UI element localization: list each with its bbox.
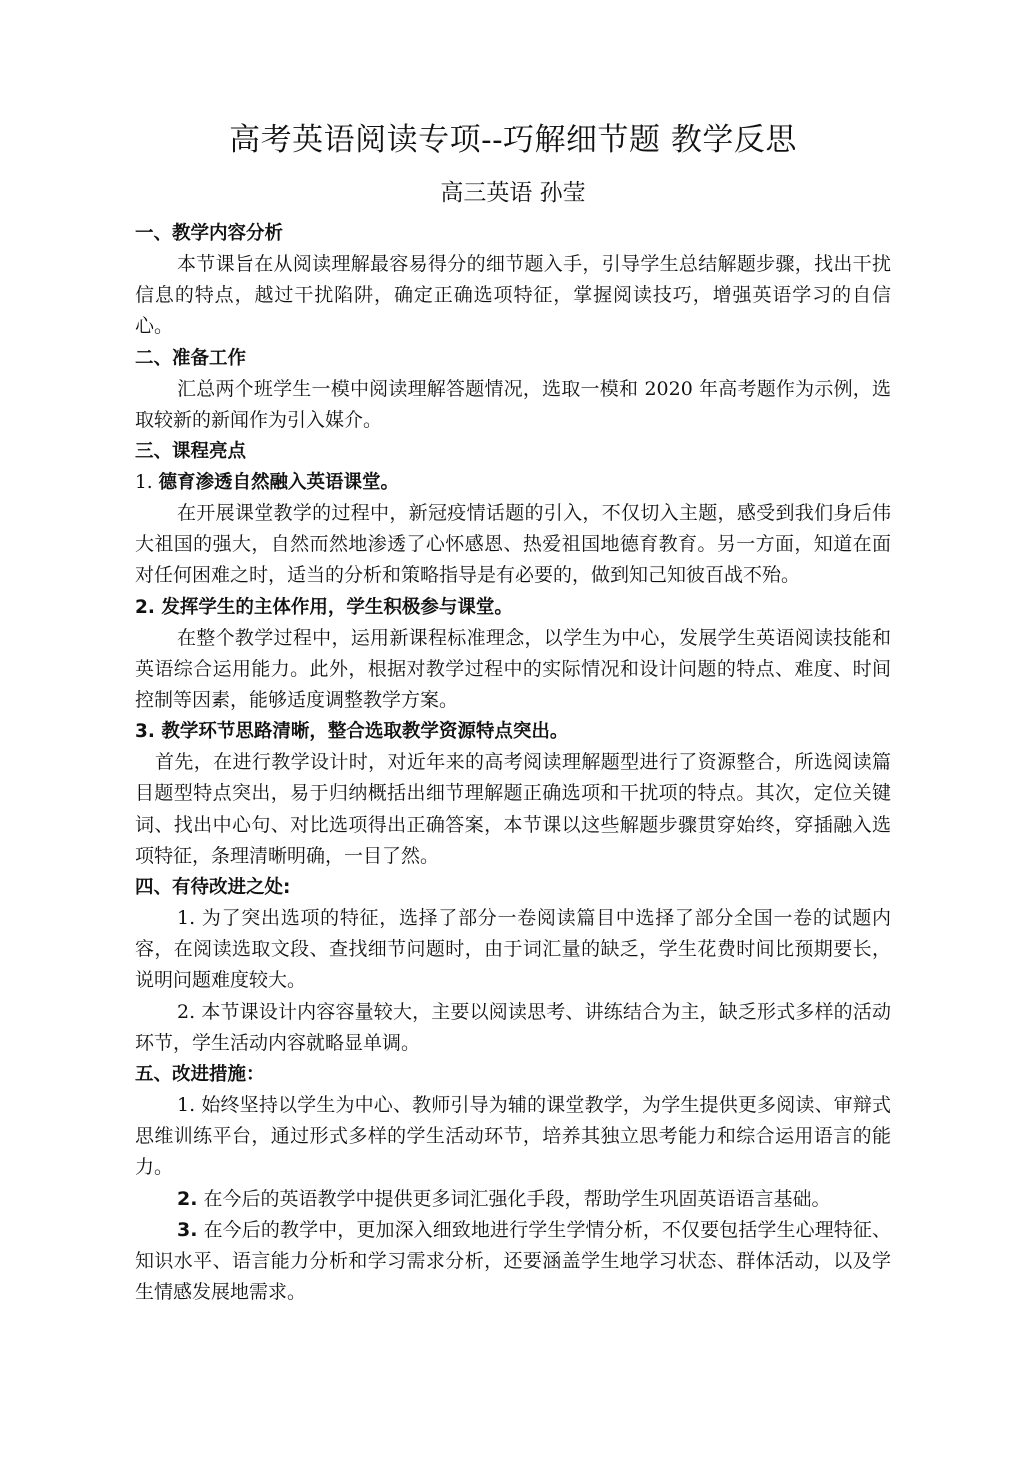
highlight-2-number: 2. [135, 596, 162, 618]
improvement-item-2: 2. 本节课设计内容容量较大，主要以阅读思考、讲练结合为主，缺乏形式多样的活动环节，学生活动内容就略显单调。 [135, 1000, 891, 1054]
highlight-3-paragraph: 首先，在进行教学设计时，对近年来的高考阅读理解题型进行了资源整合，所选阅读篇目题型特点突出，易于归纳概括出细节理解题正确选项和干扰项的特点。其次，定位关键词、找出中心句、对比选项得出正确答案，本节课以这些解题步骤贯穿始终，穿插融入选项特征，条理清晰明确，一目了然。 [135, 751, 891, 867]
measure-item-3-number: 3. [177, 1218, 198, 1241]
measure-item-1: 1. 始终坚持以学生为中心、教师引导为辅的课堂教学，为学生提供更多阅读、审辩式思维训练平台，通过形式多样的学生活动环节，培养其独立思考能力和综合运用语言的能力。 [135, 1094, 891, 1179]
measure-item-2 [135, 1184, 891, 1215]
highlight-1-title: 德育渗透自然融入英语课堂。 [158, 472, 400, 494]
document-page [135, 118, 891, 1308]
section-heading-5: 五、改进措施： [135, 1064, 265, 1086]
highlight-2-title-line [135, 592, 891, 623]
section-heading-4: 四、有待改进之处: [135, 877, 291, 899]
measure-item-2-text: 在今后的英语教学中提供更多词汇强化手段，帮助学生巩固英语语言基础。 [197, 1187, 831, 1210]
highlight-1-number: 1. [135, 472, 159, 494]
measure-item-3 [135, 1215, 891, 1309]
measure-item-2-number: 2. [177, 1187, 198, 1210]
highlight-3-title: 教学环节思路清晰，整合选取教学资源特点突出。 [161, 721, 569, 743]
document-title: 高考英语阅读专项--巧解细节题 教学反思 [229, 122, 797, 158]
improvement-item-1: 1. 为了突出选项的特征，选择了部分一卷阅读篇目中选择了部分全国一卷的试题内容，在阅读选取文段、查找细节问题时，由于词汇量的缺乏，学生花费时间比预期要长，说明问题难度较大。 [135, 907, 891, 992]
section-heading-2: 二、准备工作 [135, 347, 247, 369]
section-1-paragraph: 本节课旨在从阅读理解最容易得分的细节题入手，引导学生总结解题步骤，找出干扰信息的特点，越过干扰陷阱，确定正确选项特征，掌握阅读技巧，增强英语学习的自信心。 [135, 253, 891, 338]
highlight-2-paragraph: 在整个教学过程中，运用新课程标准理念，以学生为中心，发展学生英语阅读技能和英语综合运用能力。此外，根据对教学过程中的实际情况和设计问题的特点、难度、时间控制等因素，能够适度调整教学方案。 [135, 626, 891, 712]
highlight-1-title-line [135, 467, 891, 498]
section-heading-3: 三、课程亮点 [135, 441, 247, 463]
section-2-paragraph: 汇总两个班学生一模中阅读理解答题情况，选取一模和 2020 年高考题作为示例，选取较新的新闻作为引入媒介。 [135, 377, 891, 431]
highlight-1-paragraph: 在开展课堂教学的过程中，新冠疫情话题的引入，不仅切入主题，感受到我们身后伟大祖国的强大，自然而然地渗透了心怀感恩、热爱祖国地德育教育。另一方面，知道在面对任何困难之时，适当的分析和策略指导是有必要的，做到知己知彼百战不殆。 [135, 502, 891, 587]
highlight-3-number: 3. [135, 721, 162, 743]
document-author: 高三英语 孙莹 [440, 180, 586, 206]
highlight-2-title: 发挥学生的主体作用，学生积极参与课堂。 [161, 596, 513, 618]
section-heading-1: 一、教学内容分析 [135, 223, 284, 244]
highlight-3-title-line [135, 716, 891, 747]
measure-item-3-text: 在今后的教学中，更加深入细致地进行学生学情分析，不仅要包括学生心理特征、知识水平、语言能力分析和学习需求分析，还要涵盖学生地学习状态、群体活动，以及学生情感发展地需求。 [135, 1218, 891, 1304]
